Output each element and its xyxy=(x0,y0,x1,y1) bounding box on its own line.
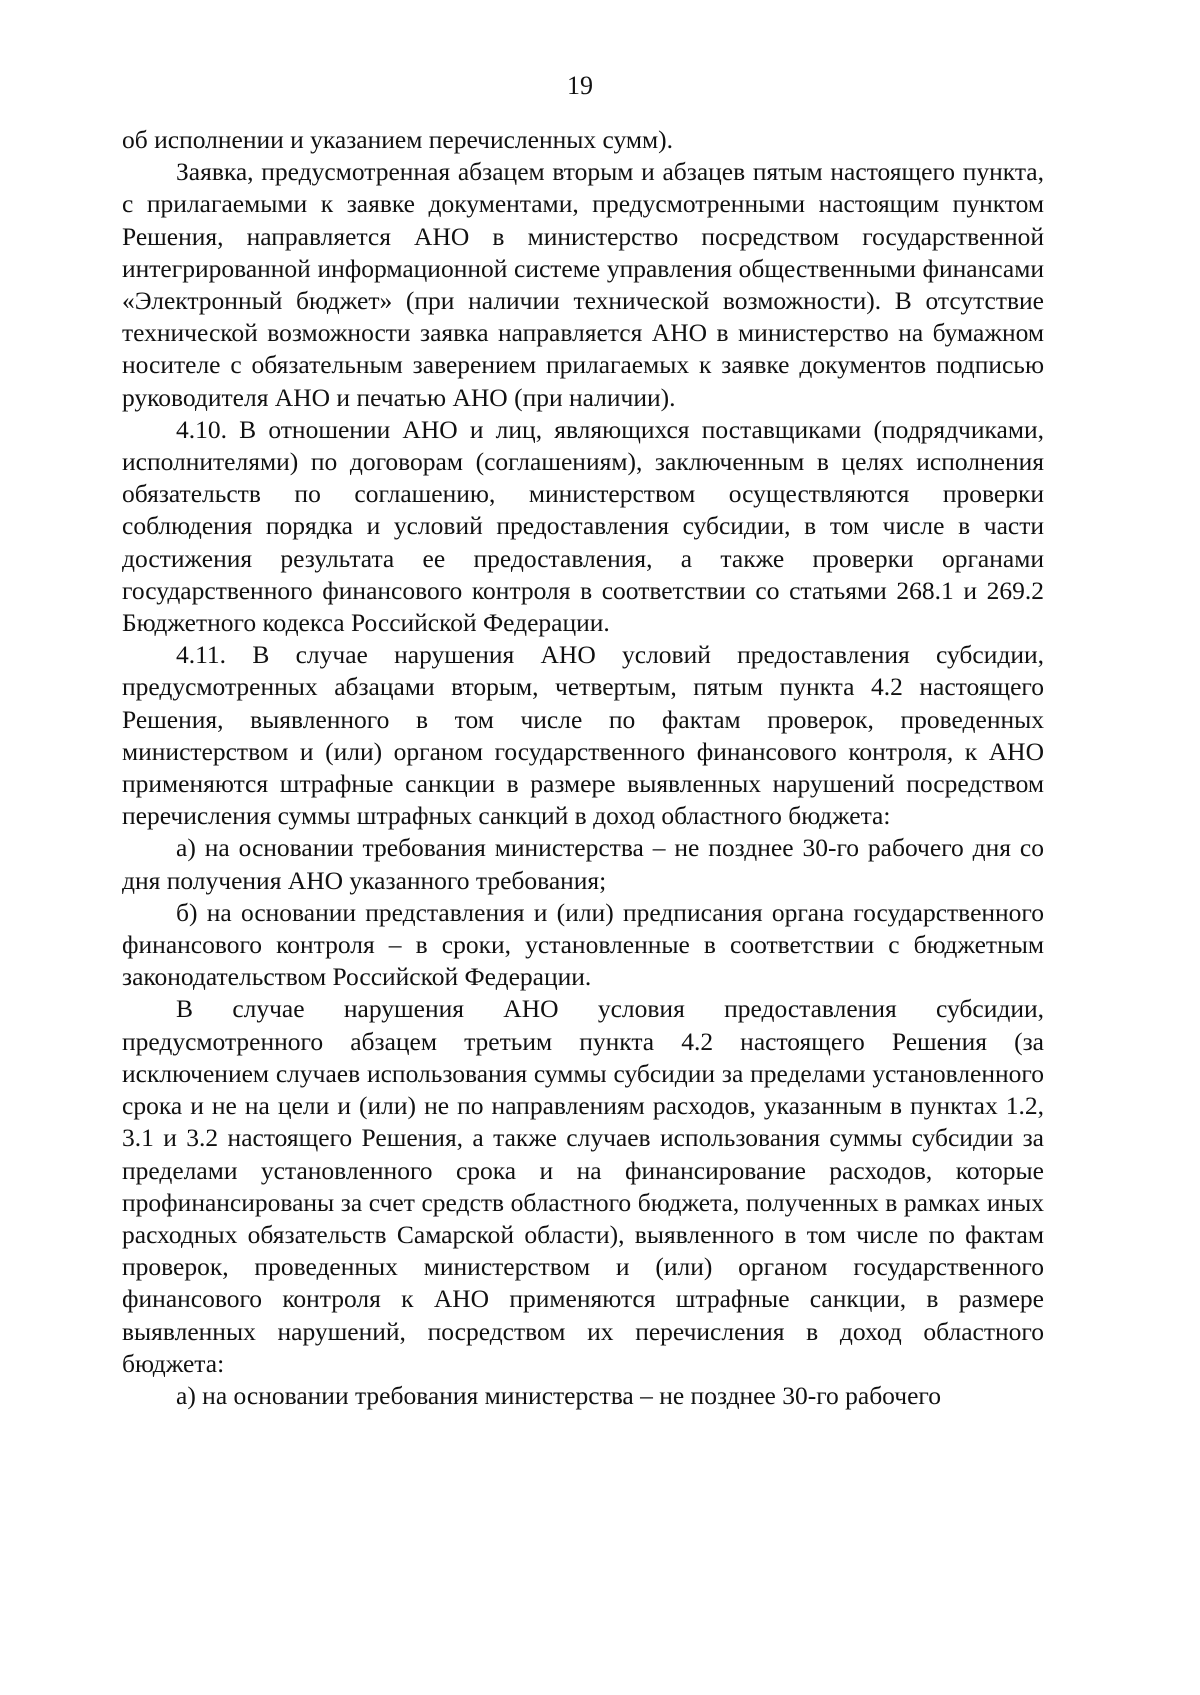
paragraph: а) на основании требования министерства – не позднее 30-го рабочего дня со дня получения АНО указанного требования; xyxy=(122,833,1044,895)
paragraph: Заявка, предусмотренная абзацем вторым и абзацев пятым настоящего пункта, с прилагаемыми к заявке документами, предусмотренными настоящим пунктом Решения, направляется АНО в министерство посредством государственной интегрированной информационной системе управления общественными финансами «Электронный бюджет» (при наличии технической возможности). В отсутствие технической возможности заявка направляется АНО в министерство на бумажном носителе с обязательным заверением прилагаемых к заявке документов подписью руководителя АНО и печатью АНО (при наличии). xyxy=(122,157,1044,412)
document-body xyxy=(122,124,1044,1412)
paragraph: б) на основании представления и (или) предписания органа государственного финансового контроля – в сроки, установленные в соответствии с бюджетным законодательством Российской Федерации. xyxy=(122,897,1044,992)
paragraph: 4.10. В отношении АНО и лиц, являющихся поставщиками (подрядчиками, исполнителями) по договорам (соглашениям), заключенным в целях исполнения обязательств по соглашению, министерством осуществляются проверки соблюдения порядка и условий предоставления субсидии, в том числе в части достижения результата ее предоставления, а также проверки органами государственного финансового контроля в соответствии со статьями 268.1 и 269.2 Бюджетного кодекса Российской Федерации. xyxy=(122,414,1044,638)
paragraph: а) на основании требования министерства – не позднее 30-го рабочего xyxy=(176,1380,941,1410)
page-number: 19 xyxy=(567,71,593,100)
paragraph: 4.11. В случае нарушения АНО условий предоставления субсидии, предусмотренных абзацами вторым, четвертым, пятым пункта 4.2 настоящего Решения, выявленного в том числе по фактам проверок, проведенных министерством и (или) органом государственного финансового контроля, к АНО применяются штрафные санкции в размере выявленных нарушений посредством перечисления суммы штрафных санкций в доход областного бюджета: xyxy=(122,640,1044,831)
paragraph: об исполнении и указанием перечисленных сумм). xyxy=(122,125,674,154)
paragraph: В случае нарушения АНО условия предоставления субсидии, предусмотренного абзацем третьим пункта 4.2 настоящего Решения (за исключением случаев использования суммы субсидии за пределами установленного срока и не на цели и (или) не по направлениям расходов, указанным в пунктах 1.2, 3.1 и 3.2 настоящего Решения, а также случаев использования суммы субсидии за пределами установленного срока и на финансирование расходов, которые профинансированы за счет средств областного бюджета, полученных в рамках иных расходных обязательств Самарской области), выявленного в том числе по фактам проверок, проведенных министерством и (или) органом государственного финансового контроля к АНО применяются штрафные санкции, в размере выявленных нарушений, посредством их перечисления в доход областного бюджета: xyxy=(122,994,1044,1378)
